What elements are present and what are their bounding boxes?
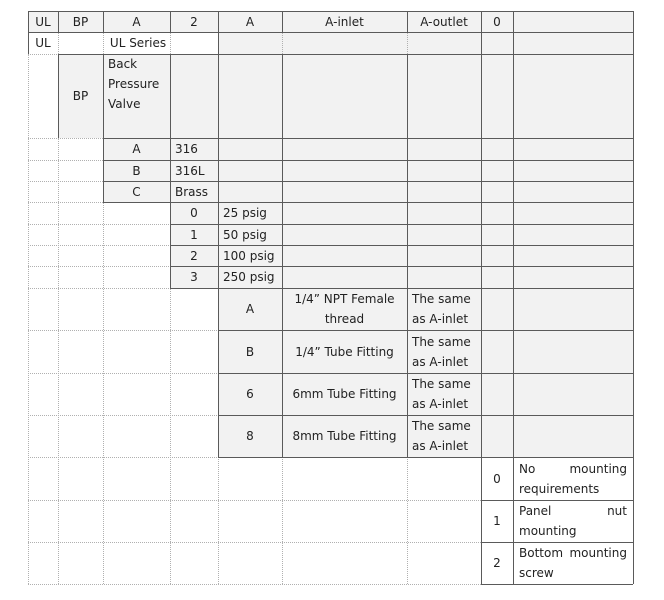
grid-line bbox=[218, 373, 633, 374]
connection-inlet-text: 8mm Tube Fitting bbox=[292, 429, 397, 443]
material-blank-6 bbox=[407, 138, 481, 160]
material-code-text: A bbox=[132, 142, 141, 156]
grid-line bbox=[481, 500, 633, 501]
series-blank-4 bbox=[218, 32, 282, 54]
material-blank-4 bbox=[218, 181, 282, 202]
grid-line bbox=[170, 245, 633, 246]
series-blank-6 bbox=[407, 32, 481, 54]
connection-code bbox=[218, 415, 282, 457]
connection-code-text: A bbox=[245, 302, 255, 316]
connection-inlet bbox=[282, 330, 407, 373]
pressure-label bbox=[218, 245, 282, 266]
connection-blank-7 bbox=[481, 415, 513, 457]
pressure-code-text: 0 bbox=[190, 206, 198, 220]
valve-type-blank-7 bbox=[481, 54, 513, 138]
header-cell-3-text: 2 bbox=[190, 14, 198, 29]
mounting-label bbox=[513, 542, 633, 584]
valve-type-blank-3 bbox=[170, 54, 218, 138]
grid-line bbox=[28, 11, 29, 584]
pressure-code bbox=[170, 202, 218, 224]
pressure-blank-8 bbox=[513, 224, 633, 245]
pressure-label bbox=[218, 202, 282, 224]
connection-outlet bbox=[407, 373, 481, 415]
material-blank-8 bbox=[513, 181, 633, 202]
grid-line bbox=[218, 457, 633, 458]
grid-line bbox=[28, 32, 633, 33]
connection-code bbox=[218, 373, 282, 415]
valve-type-code-text: BP bbox=[72, 89, 89, 103]
series-label bbox=[58, 32, 218, 54]
connection-outlet-text: The same as A-inlet bbox=[412, 334, 471, 369]
mounting-label bbox=[513, 457, 633, 500]
grid-line bbox=[170, 266, 633, 267]
connection-outlet-text: The same as A-inlet bbox=[412, 377, 471, 411]
grid-line bbox=[481, 11, 482, 584]
grid-line bbox=[58, 54, 59, 138]
connection-code-text: 8 bbox=[246, 429, 254, 443]
material-label-text: Brass bbox=[175, 184, 209, 199]
material-blank-8 bbox=[513, 138, 633, 160]
material-code bbox=[103, 138, 170, 160]
grid-line bbox=[218, 330, 633, 331]
pressure-label bbox=[218, 224, 282, 245]
header-cell-6 bbox=[407, 11, 481, 32]
connection-blank-8 bbox=[513, 373, 633, 415]
connection-inlet-text: 6mm Tube Fitting bbox=[292, 387, 397, 401]
valve-type-code bbox=[58, 54, 103, 138]
connection-inlet-text: 1/4” NPT Female thread bbox=[294, 292, 395, 326]
grid-line bbox=[633, 11, 634, 584]
valve-type-blank-8 bbox=[513, 54, 633, 138]
grid-line bbox=[103, 202, 633, 203]
material-blank-6 bbox=[407, 181, 481, 202]
mounting-label-text: No mounting requirements bbox=[519, 461, 627, 496]
material-blank-7 bbox=[481, 181, 513, 202]
header-cell-4-text: A bbox=[245, 14, 255, 29]
valve-type-label bbox=[103, 54, 170, 138]
connection-blank-8 bbox=[513, 415, 633, 457]
pressure-blank-5 bbox=[282, 266, 407, 288]
connection-blank-7 bbox=[481, 330, 513, 373]
valve-type-blank-5 bbox=[282, 54, 407, 138]
pressure-blank-7 bbox=[481, 202, 513, 224]
connection-code bbox=[218, 288, 282, 330]
header-cell-3 bbox=[170, 11, 218, 32]
mounting-label-text: Bottom mounting screw bbox=[519, 546, 627, 580]
material-code bbox=[103, 160, 170, 181]
grid-line bbox=[218, 11, 219, 457]
pressure-label-text: 25 psig bbox=[223, 206, 267, 220]
grid-line bbox=[103, 11, 104, 32]
material-blank-5 bbox=[282, 181, 407, 202]
pressure-label-text: 100 psig bbox=[223, 248, 275, 263]
grid-line bbox=[103, 181, 633, 182]
material-blank-7 bbox=[481, 160, 513, 181]
grid-line bbox=[481, 584, 633, 585]
pressure-blank-8 bbox=[513, 266, 633, 288]
material-label bbox=[170, 181, 218, 202]
header-cell-0-text: UL bbox=[35, 14, 51, 29]
grid-line bbox=[282, 11, 283, 32]
material-code-text: C bbox=[132, 184, 141, 199]
material-blank-4 bbox=[218, 160, 282, 181]
pressure-code bbox=[170, 245, 218, 266]
valve-type-blank-4 bbox=[218, 54, 282, 138]
header-cell-5-text: A-inlet bbox=[325, 14, 364, 29]
material-code-text: B bbox=[132, 163, 141, 178]
grid-line bbox=[218, 415, 633, 416]
mounting-code-text: 2 bbox=[493, 556, 501, 570]
header-cell-8 bbox=[513, 11, 633, 32]
connection-outlet bbox=[407, 330, 481, 373]
grid-line bbox=[170, 288, 633, 289]
header-cell-2 bbox=[103, 11, 170, 32]
connection-inlet bbox=[282, 415, 407, 457]
connection-blank-7 bbox=[481, 288, 513, 330]
pressure-blank-6 bbox=[407, 245, 481, 266]
valve-type-blank-6 bbox=[407, 54, 481, 138]
connection-inlet-text: 1/4” Tube Fitting bbox=[295, 344, 394, 359]
mounting-label bbox=[513, 500, 633, 542]
grid-line bbox=[170, 54, 171, 288]
grid-line bbox=[28, 11, 633, 12]
pressure-code-text: 1 bbox=[190, 227, 198, 242]
header-cell-1 bbox=[58, 11, 103, 32]
header-cell-7 bbox=[481, 11, 513, 32]
pressure-blank-6 bbox=[407, 202, 481, 224]
mounting-label-text: Panel nut mounting bbox=[519, 504, 627, 538]
pressure-label-text: 50 psig bbox=[223, 227, 267, 242]
grid-line bbox=[58, 54, 633, 55]
grid-line bbox=[407, 11, 408, 32]
series-code bbox=[28, 32, 58, 54]
pressure-code-text: 2 bbox=[190, 248, 198, 263]
grid-line bbox=[103, 138, 633, 139]
pressure-code bbox=[170, 224, 218, 245]
connection-code bbox=[218, 330, 282, 373]
pressure-blank-8 bbox=[513, 202, 633, 224]
grid-line bbox=[407, 54, 408, 457]
connection-inlet bbox=[282, 288, 407, 330]
material-blank-5 bbox=[282, 138, 407, 160]
header-cell-2-text: A bbox=[132, 14, 141, 29]
connection-outlet bbox=[407, 288, 481, 330]
mounting-code bbox=[481, 457, 513, 500]
material-label-text: 316 bbox=[175, 142, 198, 156]
pressure-blank-5 bbox=[282, 224, 407, 245]
grid-line bbox=[170, 11, 171, 32]
material-blank-7 bbox=[481, 138, 513, 160]
pressure-blank-7 bbox=[481, 245, 513, 266]
pressure-code-text: 3 bbox=[190, 270, 198, 284]
grid-line bbox=[481, 542, 633, 543]
material-label-text: 316L bbox=[175, 163, 205, 178]
connection-blank-8 bbox=[513, 330, 633, 373]
header-cell-4 bbox=[218, 11, 282, 32]
connection-blank-8 bbox=[513, 288, 633, 330]
mounting-code-text: 0 bbox=[493, 471, 501, 486]
material-blank-5 bbox=[282, 160, 407, 181]
series-label-text: UL Series bbox=[109, 36, 167, 50]
mounting-code-text: 1 bbox=[493, 514, 501, 528]
pressure-blank-6 bbox=[407, 266, 481, 288]
pressure-blank-7 bbox=[481, 224, 513, 245]
pressure-blank-5 bbox=[282, 202, 407, 224]
series-blank-7 bbox=[481, 32, 513, 54]
connection-outlet-text: The same as A-inlet bbox=[412, 292, 471, 326]
header-cell-0 bbox=[28, 11, 58, 32]
material-label bbox=[170, 138, 218, 160]
mounting-code bbox=[481, 500, 513, 542]
grid-line bbox=[282, 54, 283, 457]
grid-line bbox=[103, 160, 633, 161]
pressure-blank-6 bbox=[407, 224, 481, 245]
grid-line bbox=[103, 54, 104, 202]
pressure-code bbox=[170, 266, 218, 288]
header-cell-7-text: 0 bbox=[493, 14, 501, 29]
pressure-label-text: 250 psig bbox=[223, 270, 275, 284]
header-cell-6-text: A-outlet bbox=[420, 14, 468, 29]
grid-line bbox=[28, 11, 29, 54]
material-code bbox=[103, 181, 170, 202]
grid-line bbox=[513, 11, 514, 584]
connection-outlet bbox=[407, 415, 481, 457]
material-blank-6 bbox=[407, 160, 481, 181]
pressure-label bbox=[218, 266, 282, 288]
material-label bbox=[170, 160, 218, 181]
connection-inlet bbox=[282, 373, 407, 415]
header-cell-5 bbox=[282, 11, 407, 32]
connection-code-text: B bbox=[245, 344, 255, 359]
material-blank-8 bbox=[513, 160, 633, 181]
grid-line bbox=[58, 11, 59, 32]
header-cell-1-text: BP bbox=[72, 14, 89, 29]
mounting-code bbox=[481, 542, 513, 584]
pressure-blank-7 bbox=[481, 266, 513, 288]
grid-line bbox=[170, 224, 633, 225]
pressure-blank-5 bbox=[282, 245, 407, 266]
series-blank-8 bbox=[513, 32, 633, 54]
pressure-blank-8 bbox=[513, 245, 633, 266]
connection-outlet-text: The same as A-inlet bbox=[412, 419, 471, 453]
connection-blank-7 bbox=[481, 373, 513, 415]
material-blank-4 bbox=[218, 138, 282, 160]
valve-type-label-text: Back Pressure Valve bbox=[108, 57, 160, 111]
series-blank-5 bbox=[282, 32, 407, 54]
series-code-text: UL bbox=[35, 36, 51, 50]
connection-code-text: 6 bbox=[246, 387, 254, 401]
